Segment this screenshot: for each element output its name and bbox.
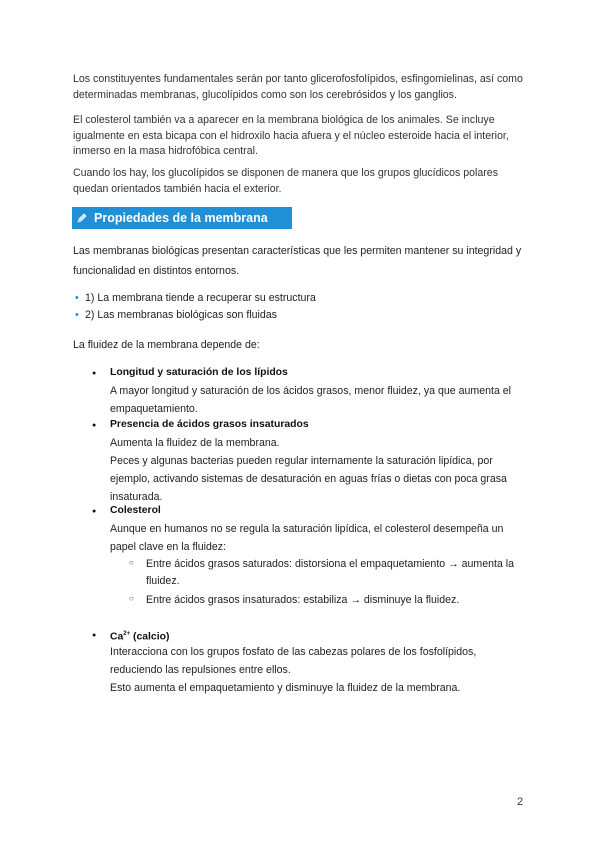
pencil-icon (76, 212, 88, 224)
list-item: • 1) La membrana tiende a recuperar su estructura (75, 292, 316, 304)
sub-item-unsaturated: Entre ácidos grasos insaturados: estabiliza → disminuye la fluidez. (146, 594, 460, 606)
paragraph-glycolipids: Cuando los hay, los glucolípidos se disponen de manera que los grupos glucídicos polares quedan orientados también hacia el exterior. (73, 167, 498, 195)
bullet-icon: ● (92, 370, 97, 377)
circle-bullet-icon: ○ (129, 558, 134, 567)
list-item: • 2) Las membranas biológicas son fluidas (75, 309, 277, 321)
bullet-icon: ● (92, 508, 97, 515)
factor-text-cholesterol: Aunque en humanos no se regula la saturación lipídica, el colesterol desempeña un papel clave en la fluidez: (110, 523, 504, 553)
dash-marker-icon: • (75, 309, 79, 321)
section-intro: Las membranas biológicas presentan características que les permiten mantener su integridad y funcionalidad en distintos entornos. (73, 245, 522, 277)
page-number: 2 (517, 796, 524, 808)
factor-text-length: A mayor longitud y saturación de los ácidos grasos, menor fluidez, ya que aumenta el empaquetamiento. (110, 385, 512, 415)
section-heading-text: Propiedades de la membrana (94, 211, 268, 225)
factor-title-cholesterol: Colesterol (110, 505, 161, 516)
circle-bullet-icon: ○ (129, 594, 134, 603)
dash-marker-icon: • (75, 292, 79, 304)
factor-title-length: Longitud y saturación de los lípidos (110, 367, 288, 378)
paragraph-cholesterol: El colesterol también va a aparecer en la membrana biológica de los animales. Se incluye igualmente en esta bicapa con el hidroxilo hacia afuera y el núcleo esteroide hacia el interior, inmerso en la masa hidrofóbica central. (73, 114, 509, 157)
bullet-icon: ● (92, 632, 97, 639)
factor-title-calcium: $Ca^{2+}$ (calcio) (110, 631, 170, 643)
sub-item-saturated: Entre ácidos grasos saturados: distorsiona el empaquetamiento → aumenta la fluidez. (146, 558, 515, 587)
factor-text-calcium-2: Esto aumenta el empaquetamiento y disminuye la fluidez de la membrana. (110, 682, 461, 694)
factor-text-unsaturated-1: Aumenta la fluidez de la membrana. (110, 437, 280, 449)
factor-text-calcium-1: Interacciona con los grupos fosfato de las cabezas polares de los fosfolípidos, reduciendo las repulsiones entre ellos. (110, 646, 477, 676)
factor-text-unsaturated-2: Peces y algunas bacterias pueden regular internamente la saturación lipídica, por ejemplo, activando sistemas de desaturación en aguas frías o dietas con poca grasa insaturada. (110, 455, 507, 503)
bullet-icon: ● (92, 422, 97, 429)
depends-text: La fluidez de la membrana depende de: (73, 339, 260, 351)
paragraph-constituents: Los constituyentes fundamentales serán por tanto glicerofosfolípidos, esfingomielinas, así como determinadas membranas, glucolípidos como son los cerebrósidos y los ganglios. (73, 73, 523, 101)
factor-title-unsaturated: Presencia de ácidos grasos insaturados (110, 419, 309, 430)
section-heading (72, 207, 292, 229)
